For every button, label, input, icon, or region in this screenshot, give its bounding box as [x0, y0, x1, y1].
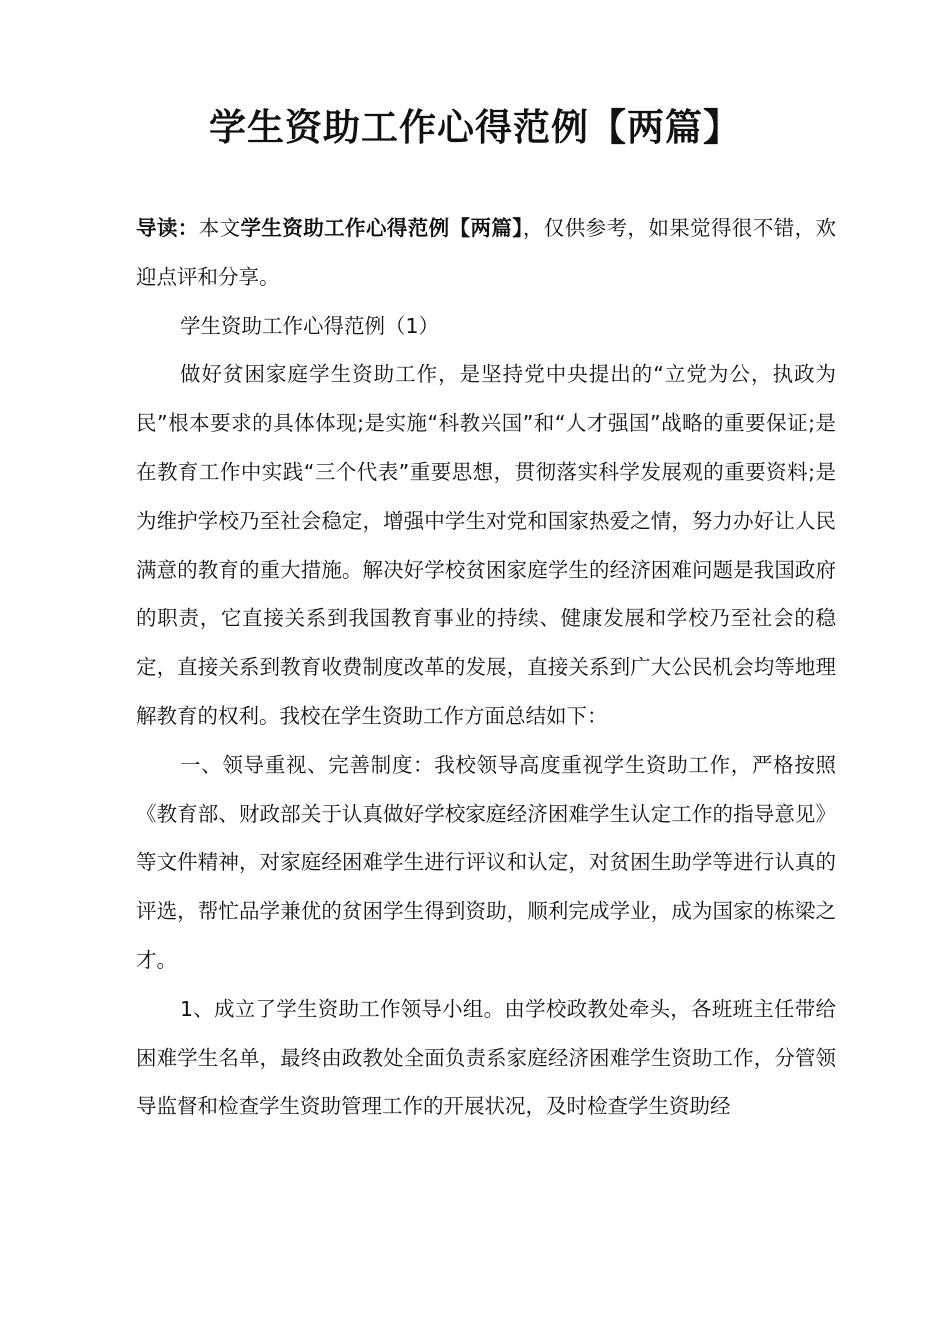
intro-pre-text: 本文 — [198, 216, 241, 240]
document-title: 学生资助工作心得范例【两篇】 — [209, 106, 741, 149]
intro-doc-title: 学生资助工作心得范例【两篇】 — [240, 216, 523, 240]
body-paragraph-2: 一、领导重视、完善制度：我校领导高度重视学生资助工作，严格按照《教育部、财政部关于认真做好学校家庭经济困难学生认定工作的指导意见》等文件精神，对家庭经困难学生进行评议和认定，对贫困生助学等进行认真的评选，帮忙品学兼优的贫困学生得到资助，顺利完成学业，成为国家的栋梁之才。 — [136, 752, 836, 972]
section-heading: 学生资助工作心得范例（1） — [180, 313, 440, 338]
body-paragraph-1: 做好贫困家庭学生资助工作，是坚持党中央提出的“立党为公，执政为民”根本要求的具体体现;是实施“科教兴国”和“人才强国”战略的重要保证;是在教育工作中实践“三个代表”重要思想，贯彻落实科学发展观的重要资料;是为维护学校乃至社会稳定，增强中学生对党和国家热爱之情，努力办好让人民满意的教育的重大措施。解决好学校贫困家庭学生的经济困难问题是我国政府的职责，它直接关系到我国教育事业的持续、健康发展和学校乃至社会的稳定，直接关系到教育收费制度改革的发展，直接关系到广大公民机会均等地理解教育的权利。我校在学生资助工作方面总结如下： — [136, 362, 836, 728]
intro-post-text: ，仅供参考，如果觉得很不错，欢迎点评和分享。 — [136, 216, 837, 289]
document-body — [136, 204, 836, 1131]
body-paragraph-3: 1、成立了学生资助工作领导小组。由学校政教处牵头，各班班主任带给困难学生名单，最终由政教处全面负责系家庭经济困难学生资助工作，分管领导监督和检查学生资助管理工作的开展状况，及时检查学生资助经 — [136, 996, 836, 1119]
intro-paragraph — [136, 204, 836, 302]
intro-label: 导读： — [136, 216, 199, 240]
